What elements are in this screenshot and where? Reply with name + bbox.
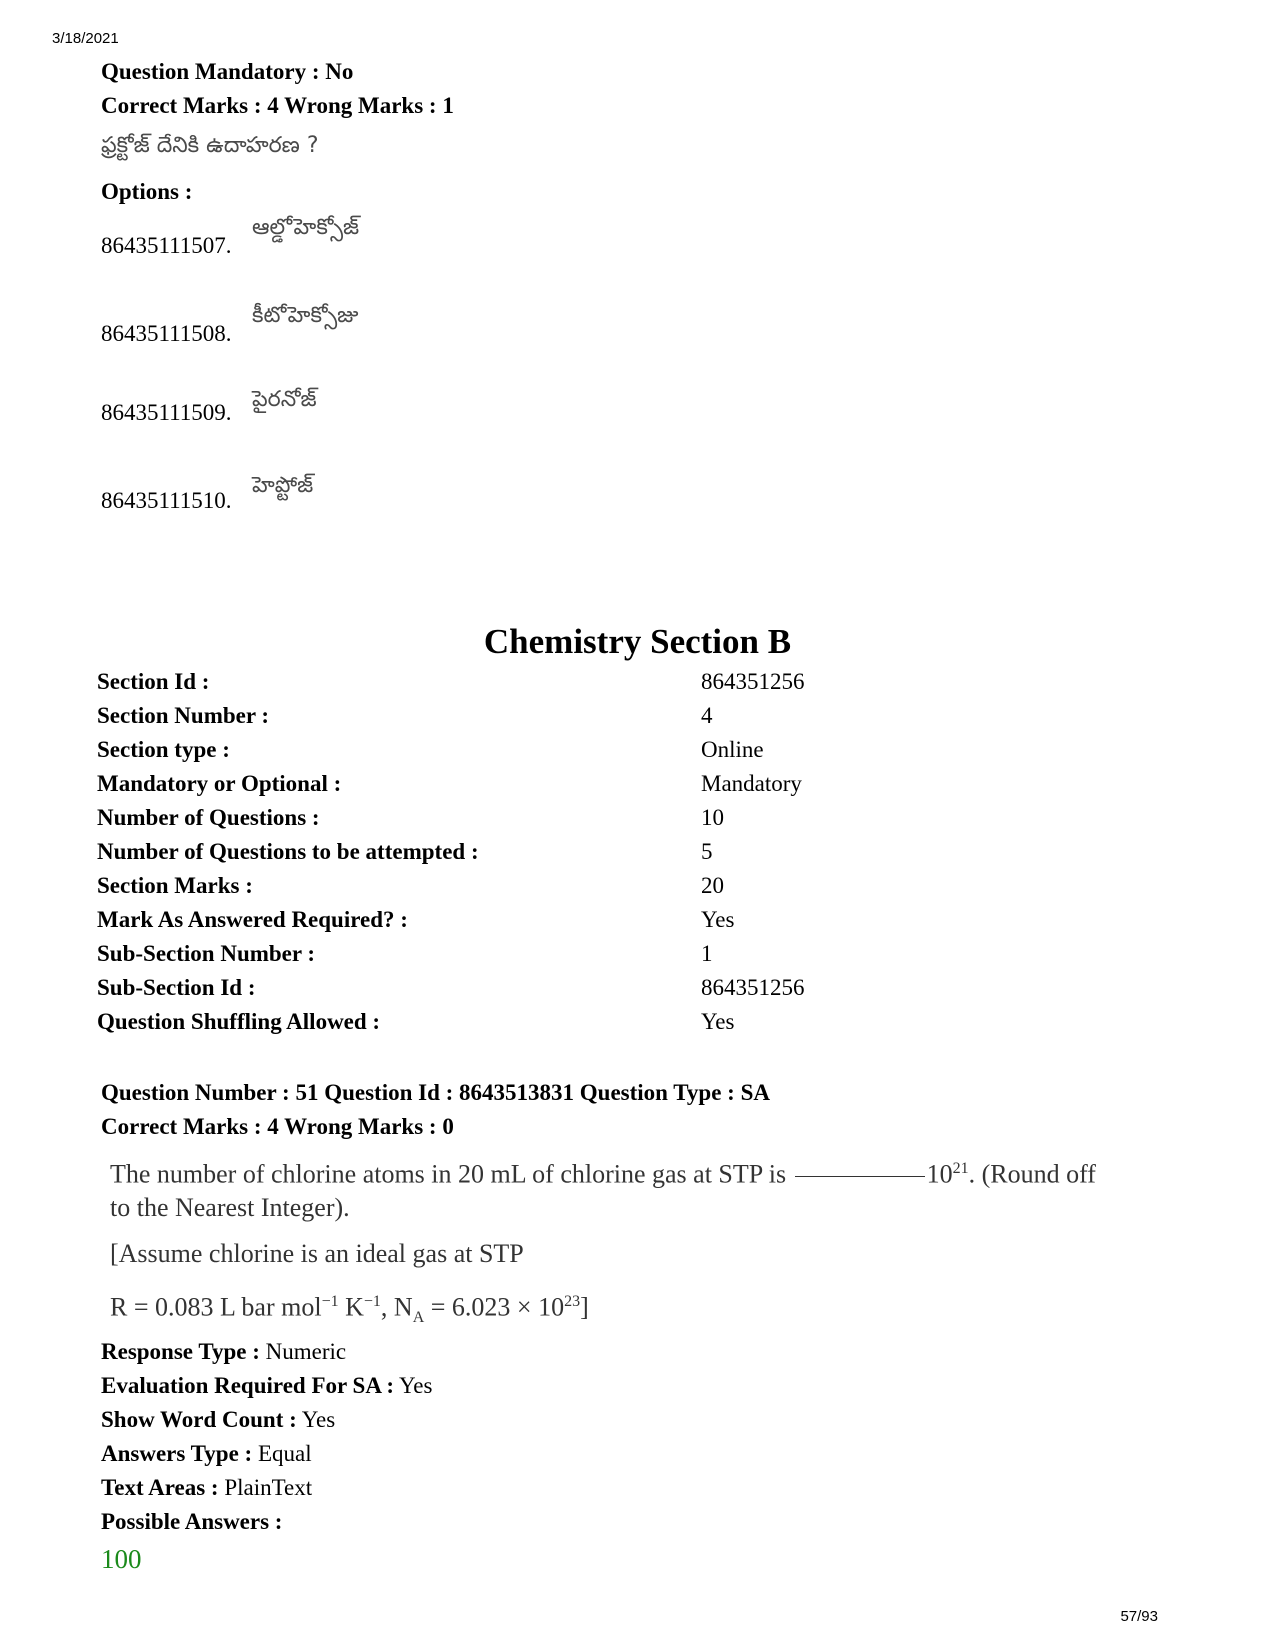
formula-text: K [338,1292,364,1322]
exponent: −1 [321,1293,339,1310]
question-text: The number of chlorine atoms in 20 mL of chlorine gas at STP is [110,1159,787,1189]
section-info-value: Online [701,737,764,762]
section-info-label: Section type : [97,737,230,762]
page-number: 57/93 [1120,1608,1158,1625]
detail-value: Yes [301,1407,336,1432]
detail-row [101,1404,335,1436]
print-date: 3/18/2021 [52,30,119,47]
question-mandatory: Question Mandatory : No [101,59,354,84]
option-id: 86435111509. [101,400,232,425]
section-info-label: Number of Questions : [97,805,320,830]
option-id: 86435111510. [101,488,232,513]
section-info-value: 10 [701,805,724,830]
section-info-label: Section Id : [97,669,210,694]
section-info-value: Mandatory [701,771,802,796]
detail-row [101,1336,346,1368]
section-info-label: Section Number : [97,703,270,728]
section-info-label: Mark As Answered Required? : [97,907,408,932]
section-info-label: Section Marks : [97,873,253,898]
possible-answers-label: Possible Answers : [101,1509,283,1534]
formula-text: R = 0.083 L bar mol [110,1292,322,1322]
section-info-value: 20 [701,873,724,898]
section-info-value: 864351256 [701,669,805,694]
detail-label: Response Type : [101,1339,260,1364]
option-text: ఆల్డోహెక్సోజ్ [252,215,360,240]
section-info-label: Mandatory or Optional : [97,771,342,796]
detail-row [101,1370,432,1402]
section-info-value: Yes [701,907,735,932]
option-text: కీటోహెక్సోజు [252,303,359,328]
exponent: −1 [363,1293,381,1310]
detail-row [101,1472,312,1504]
answer-blank [795,1175,925,1177]
formula-text: = 6.023 × 10 [424,1292,565,1322]
section-info-value: 864351256 [701,975,805,1000]
section-info-label: Question Shuffling Allowed : [97,1009,381,1034]
question-header: Question Number : 51 Question Id : 8643513831 Question Type : SA [101,1080,770,1105]
question-text-telugu: ఫ్రక్టోజ్ దేనికి ఉదాహరణ ? [101,133,319,158]
section-title: Chemistry Section B [483,622,792,661]
exponent: 23 [564,1293,581,1310]
detail-value: Equal [257,1441,312,1466]
detail-value: PlainText [224,1475,313,1500]
detail-value: Numeric [265,1339,347,1364]
question-text-line [110,1282,589,1338]
possible-answer: 100 [101,1544,142,1574]
section-info-value: 5 [701,839,713,864]
option-text: హెప్టోజ్ [252,473,314,498]
detail-label: Show Word Count : [101,1407,297,1432]
formula-text: , N [380,1292,413,1322]
section-info-label: Sub-Section Number : [97,941,316,966]
question-marks: Correct Marks : 4 Wrong Marks : 1 [101,93,454,118]
option-id: 86435111507. [101,233,232,258]
question-text: 10 [926,1159,953,1189]
subscript: A [412,1308,425,1326]
exponent: 21 [952,1160,969,1177]
question-marks: Correct Marks : 4 Wrong Marks : 0 [101,1114,454,1139]
detail-value: Yes [399,1373,433,1398]
section-info-value: 4 [701,703,713,728]
question-text-line: [Assume chlorine is an ideal gas at STP [110,1239,524,1268]
detail-label: Evaluation Required For SA : [101,1373,395,1398]
detail-label: Answers Type : [101,1441,253,1466]
formula-text: ] [580,1292,589,1322]
question-text-line: to the Nearest Integer). [110,1193,350,1222]
detail-label: Text Areas : [101,1475,219,1500]
section-info-value: Yes [701,1009,735,1034]
section-info-value: 1 [701,941,713,966]
question-text: . (Round off [968,1159,1096,1189]
option-text: పైరనోజ్ [252,387,317,412]
options-label: Options : [101,179,193,204]
detail-row [101,1438,312,1470]
section-info-label: Sub-Section Id : [97,975,256,1000]
section-info-label: Number of Questions to be attempted : [97,839,479,864]
option-id: 86435111508. [101,321,232,346]
